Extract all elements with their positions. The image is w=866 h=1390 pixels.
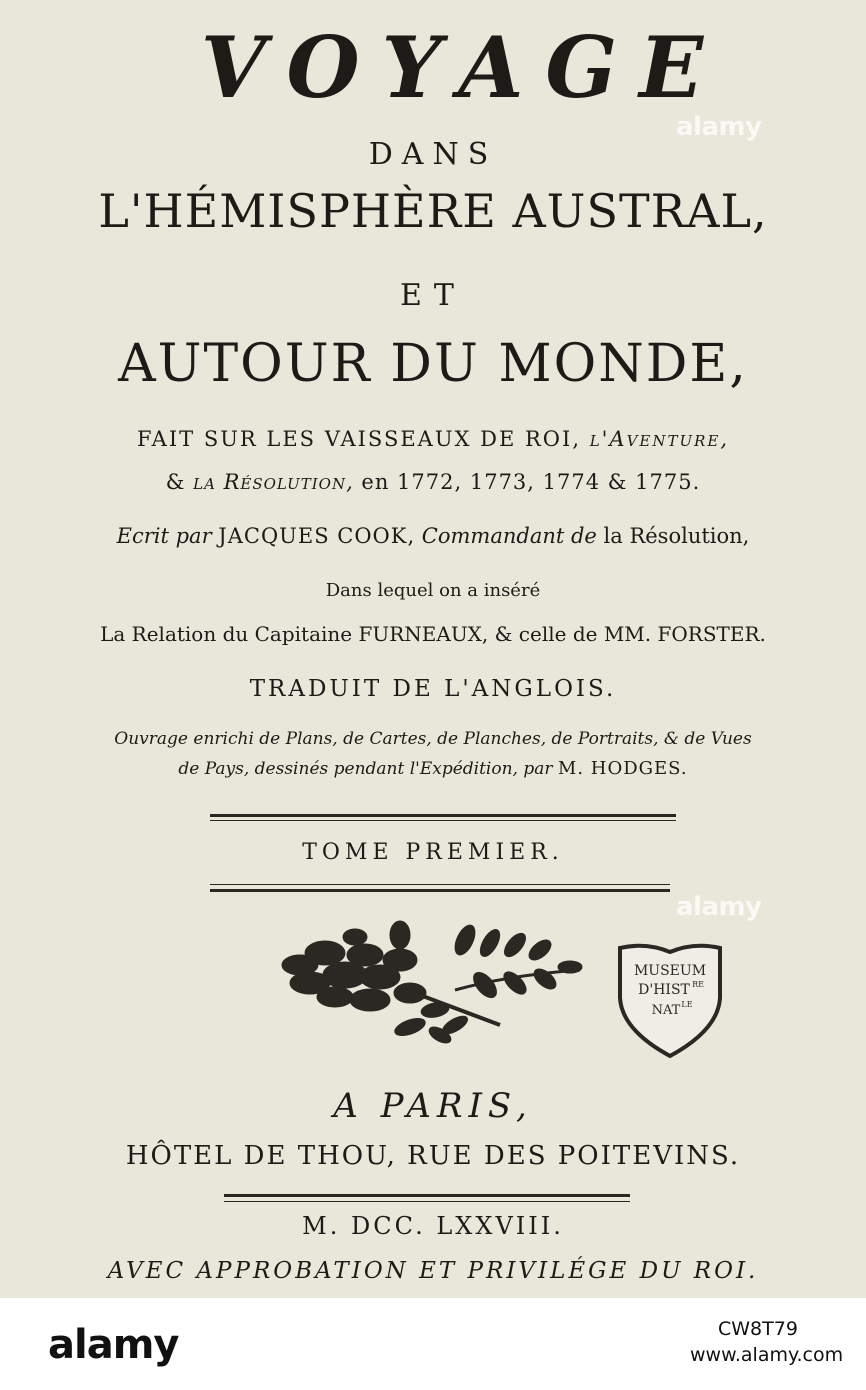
title-voyage: VOYAGE (200, 18, 726, 117)
hotel-de-thou: HÔTEL DE THOU, RUE DES POITEVINS. (125, 1141, 741, 1171)
rule-above-tome (210, 814, 676, 817)
hodges-name: M. HODGES. (557, 758, 688, 779)
rule-above-date-thin (224, 1201, 630, 1202)
ouvrage-line-2 (0, 758, 866, 779)
rule-above-tome-thin (210, 820, 676, 821)
title-dans: DANS (368, 137, 498, 172)
voyage-dates: en 1772, 1773, 1774 & 1775. (353, 470, 701, 494)
privilege-line: AVEC APPROBATION ET PRIVILÉGE DU ROI. (107, 1258, 759, 1284)
image-id: CW8T79 (718, 1318, 798, 1340)
ouvrage-line-2-text: de Pays, dessinés pendant l'Expédition, par (178, 759, 558, 779)
stamp-line-3: NAT (651, 1003, 681, 1018)
publication-year: M. DCC. LXXVIII. (302, 1212, 564, 1240)
stamp-line-2-superscript: RE (692, 980, 704, 989)
resolution-line (0, 470, 866, 494)
relation-line (0, 622, 866, 646)
site-url: www.alamy.com (690, 1344, 844, 1366)
stamp-line-1: MUSEUM (633, 963, 707, 979)
museum-stamp (614, 940, 726, 1060)
watermark: alamy (676, 112, 762, 142)
traduit-line: TRADUIT DE L'ANGLOIS. (249, 676, 617, 702)
title-hemisphere: L'HÉMISPHÈRE AUSTRAL, (98, 184, 768, 238)
ecrit-par-text: Ecrit par (116, 524, 219, 548)
rule-below-tome (210, 889, 670, 892)
ouvrage-line-1: Ouvrage enrichi de Plans, de Cartes, de Planches, de Portraits, & de Vues (114, 729, 752, 749)
stamp-line-2: D'HIST (638, 982, 690, 998)
floral-vignette (270, 915, 590, 1065)
author-name: JACQUES COOK, (218, 524, 416, 548)
title-et: ET (400, 278, 466, 313)
fait-sur-text: FAIT SUR LES VAISSEAUX DE ROI, (136, 427, 590, 451)
title-autour: AUTOUR DU MONDE, (118, 334, 748, 394)
a-paris: A PARIS, (333, 1086, 533, 1126)
ship-aventure: l'Aventure, (589, 427, 730, 451)
rule-below-tome-thin (210, 884, 670, 885)
relation-text: La Relation du Capitaine (100, 622, 359, 646)
furneaux-name: FURNEAUX (358, 622, 482, 646)
commandant-text: Commandant de (415, 524, 604, 548)
rule-above-date (224, 1194, 630, 1197)
tome-premier: TOME PREMIER. (302, 840, 564, 865)
dans-lequel: Dans lequel on a inséré (325, 580, 541, 601)
ecrit-par-line (0, 524, 866, 548)
watermark: alamy (676, 892, 762, 922)
stock-footer (0, 1298, 866, 1390)
forster-text: , & celle de MM. FORSTER. (481, 622, 766, 646)
brand-logo: alamy (48, 1322, 179, 1368)
fait-sur-line (0, 427, 866, 451)
ship-resolution: la Résolution, (193, 470, 354, 494)
resolution-ref: la Résolution, (603, 524, 750, 548)
stamp-line-3-superscript: LE (681, 1000, 693, 1009)
resolution-amp: & (165, 470, 194, 494)
